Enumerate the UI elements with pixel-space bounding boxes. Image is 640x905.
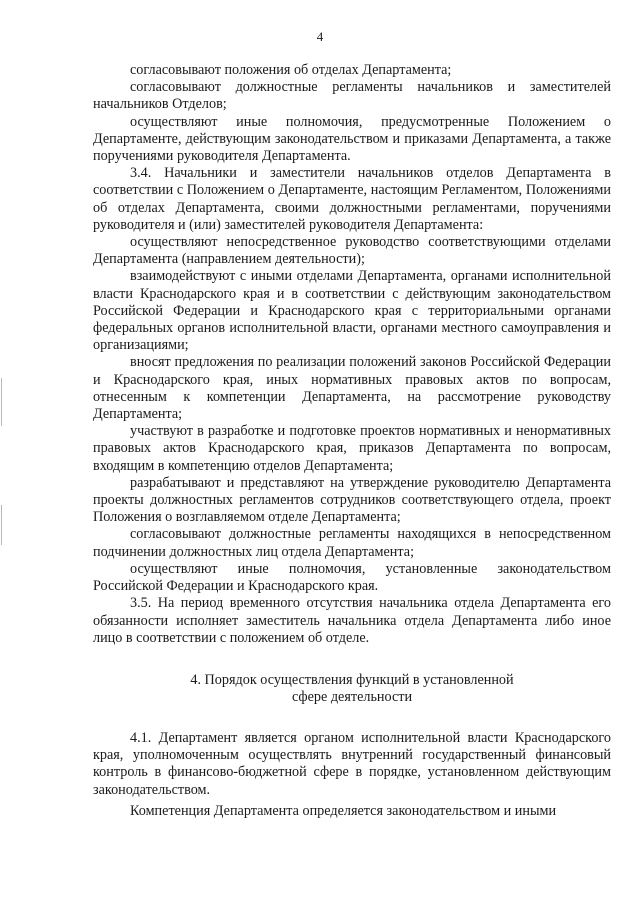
paragraph: согласовывают положения об отделах Департамента; (130, 62, 452, 78)
section-heading-line: 4. Порядок осуществления функций в установленной (190, 671, 514, 688)
paragraph-clause-3-4: 3.4. Начальники и заместители начальников отделов Департамента в соответствии с Положением о Департаменте, настоящим Регламентом, Положениями об отделах Департамента, своими должностными регламентами, поручениями руководителя и (или) заместителей руководителя Департамента: (93, 165, 611, 233)
scan-edge-mark (1, 505, 2, 545)
paragraph: осуществляют непосредственное руководство соответствующими отделами Департамента (направлением деятельности); (93, 234, 611, 268)
paragraph: согласовывают должностные регламенты находящихся в непосредственном подчинении должностных лиц отдела Департамента; (93, 526, 611, 560)
paragraph: разрабатывают и представляют на утверждение руководителю Департамента проекты должностных регламентов сотрудников соответствующего отдела, проект Положения о возглавляемом отделе Департамента; (93, 474, 611, 526)
scan-edge-mark (1, 378, 2, 426)
document-body (93, 62, 611, 820)
paragraph: согласовывают должностные регламенты начальников и заместителей начальников Отделов; (93, 79, 611, 113)
paragraph: участвуют в разработке и подготовке проектов нормативных и ненормативных правовых актов Краснодарского края, приказов Департамента по вопросам, входящим в компетенцию отделов Департамента; (93, 423, 611, 474)
paragraph: осуществляют иные полномочия, установленные законодательством Российской Федерации и Краснодарского края. (93, 560, 611, 595)
paragraph: Компетенция Департамента определяется законодательством и иными (130, 802, 557, 819)
paragraph-clause-4-1: 4.1. Департамент является органом исполнительной власти Краснодарского края, уполномоченным осуществлять внутренний государственный финансовый контроль в финансово-бюджетной сфере в порядке, установленном действующим законодательством. (93, 729, 611, 798)
section-heading (93, 672, 611, 707)
paragraph: вносят предложения по реализации положений законов Российской Федерации и Краснодарского края, иных нормативных правовых актов по вопросам, отнесенным к компетенции Департамента, на рассмотрение руководству Департамента; (93, 354, 611, 423)
page-number: 4 (316, 29, 324, 44)
paragraph: осуществляют иные полномочия, предусмотренные Положением о Департаменте, действующим законодательством и приказами Департамента, а также поручениями руководителя Департамента. (93, 113, 611, 165)
paragraph-clause-3-5: 3.5. На период временного отсутствия начальника отдела Департамента его обязанности исполняет заместитель начальника отдела Департамента либо иное лицо в соответствии с положением об отделе. (93, 595, 611, 646)
paragraph: взаимодействуют с иными отделами Департамента, органами исполнительной власти Краснодарского края и в соответствии с действующим законодательством Российской Федерации и Краснодарского края с территориальными органами федеральных органов исполнительной власти, органами местного самоуправления и организациями; (93, 268, 611, 354)
section-heading-line: сфере деятельности (291, 689, 413, 706)
